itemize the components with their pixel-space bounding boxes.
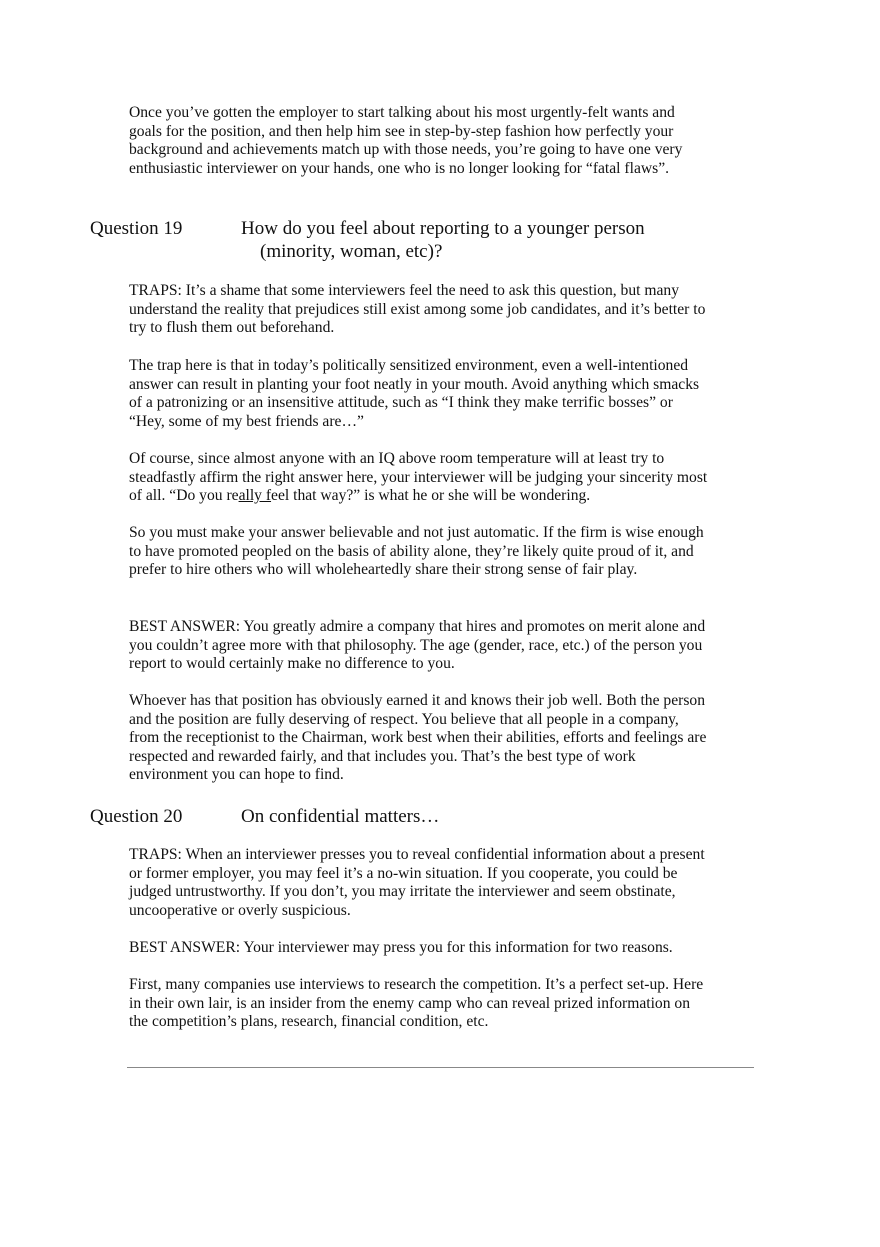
question-19-paragraph-6: Whoever has that position has obviously earned it and knows their job well. Both the person and the position are fully deserving of respect. You believe that all people in a company, from the receptionist to the Chairman, work best when their abilities, efforts and feelings are respected and rewarded fairly, and that includes you. That’s the best type of work environment you can hope to find.: [129, 692, 707, 784]
question-20-best-answer: BEST ANSWER: Your interviewer may press you for this information for two reasons.: [129, 939, 673, 956]
question-19-p3-text-a: Of course, since almost anyone with an IQ above room temperature will at least try to steadfastly affirm the right answer here, your interviewer will be judging your sincerity most of all. “Do you re: [129, 450, 708, 505]
question-19-title-line2: (minority, woman, etc)?: [260, 241, 443, 262]
question-19-paragraph-3: [129, 450, 709, 506]
question-19-best-answer: BEST ANSWER: You greatly admire a company that hires and promotes on merit alone and you couldn’t agree more with that philosophy. The age (gender, race, etc.) of the person you report to would certainly make no difference to you.: [129, 618, 706, 673]
question-19-traps: TRAPS: It’s a shame that some interviewers feel the need to ask this question, but many understand the reality that prejudices still exist among some job candidates, and it’s better to try to flush them out beforehand.: [129, 282, 706, 337]
footer-divider: [127, 1067, 754, 1068]
question-20-paragraph-3: First, many companies use interviews to research the competition. It’s a perfect set-up. Here in their own lair, is an insider from the enemy camp who can reveal prized information on the competition’s plans, research, financial condition, etc.: [129, 976, 704, 1031]
question-20-title: On confidential matters…: [241, 806, 440, 827]
question-19-p3-underlined: ally f: [238, 487, 272, 505]
question-19-paragraph-2: The trap here is that in today’s politically sensitized environment, even a well-intentioned answer can result in planting your foot neatly in your mouth. Avoid anything which smacks of a patronizing or an insensitive attitude, such as “I think they make terrific bosses” or “Hey, some of my best friends are…”: [129, 357, 700, 430]
question-20-traps: TRAPS: When an interviewer presses you to reveal confidential information about a present or former employer, you may feel it’s a no-win situation. If you cooperate, you could be judged untrustworthy. If you don’t, you may irritate the interviewer and seem obstinate, uncooperative or overly suspicious.: [129, 846, 705, 919]
question-19-label: Question 19: [90, 218, 183, 239]
question-19-paragraph-4: So you must make your answer believable and not just automatic. If the firm is wise enough to have promoted peopled on the basis of ability alone, they’re likely quite proud of it, and prefer to hire others who will wholeheartedly share their strong sense of fair play.: [129, 524, 704, 579]
question-19-title-line1: How do you feel about reporting to a younger person: [241, 218, 645, 239]
question-20-label: Question 20: [90, 806, 183, 827]
intro-paragraph: Once you’ve gotten the employer to start talking about his most urgently-felt wants and goals for the position, and then help him see in step-by-step fashion how perfectly your background and achievements match up with those needs, you’re going to have one very enthusiastic interviewer on your hands, one who is no longer looking for “fatal flaws”.: [129, 104, 683, 177]
question-19-title: [241, 217, 711, 263]
question-19-p3-text-b: eel that way?” is what he or she will be wondering.: [271, 487, 591, 505]
